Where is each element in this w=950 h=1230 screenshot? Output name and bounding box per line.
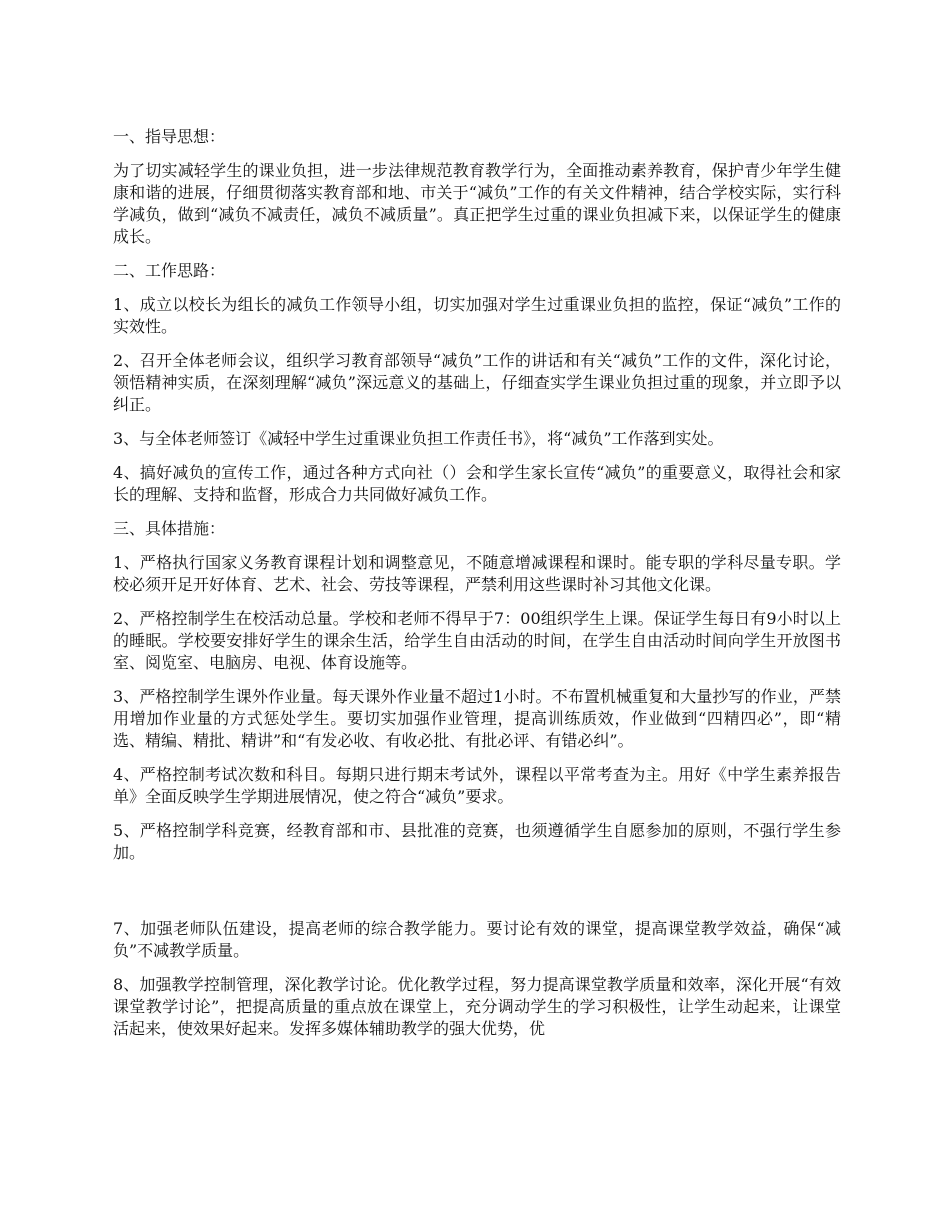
measure-item-2: 2、严格控制学生在校活动总量。学校和老师不得早于7：00组织学生上课。保证学生每日有9小时以上的睡眠。学校要安排好学生的课余生活，给学生自由活动的时间，在学生自由活动时间向学生开放图书室、阅览室、电脑房、电视、体育设施等。 bbox=[113, 609, 841, 672]
section-heading-guiding-ideology: 一、指导思想： bbox=[113, 127, 226, 146]
work-approach-item-4: 4、搞好减负的宣传工作，通过各种方式向社（）会和学生家长宣传“减负”的重要意义，取得社会和家长的理解、支持和监督，形成合力共同做好减负工作。 bbox=[113, 463, 841, 504]
work-approach-item-1: 1、成立以校长为组长的减负工作领导小组，切实加强对学生过重课业负担的监控，保证“减负”工作的实效性。 bbox=[113, 295, 841, 336]
blank-gap bbox=[113, 876, 841, 918]
section-heading-specific-measures: 三、具体措施： bbox=[113, 519, 226, 538]
section-heading-work-approach: 二、工作思路： bbox=[113, 261, 226, 280]
measure-item-7: 7、加强老师队伍建设，提高老师的综合教学能力。要讨论有效的课堂，提高课堂教学效益，确保“减负”不减教学质量。 bbox=[113, 919, 841, 960]
work-approach-item-2: 2、召开全体老师会议，组织学习教育部领导“减负”工作的讲话和有关“减负”工作的文件，深化讨论，领悟精神实质，在深刻理解“减负”深远意义的基础上，仔细查实学生课业负担过重的现象，并立即予以纠正。 bbox=[113, 351, 841, 414]
measure-item-4: 4、严格控制考试次数和科目。每期只进行期末考试外，课程以平常考查为主。用好《中学生素养报告单》全面反映学生学期进展情况，使之符合“减负”要求。 bbox=[113, 765, 841, 806]
work-approach-item-3: 3、与全体老师签订《减轻中学生过重课业负担工作责任书》，将“减负”工作落到实处。 bbox=[113, 429, 724, 448]
measure-item-8: 8、加强教学控制管理，深化教学讨论。优化教学过程，努力提高课堂教学质量和效率，深化开展“有效课堂教学讨论”，把提高质量的重点放在课堂上，充分调动学生的学习积极性，让学生动起来，让课堂活起来，使效果好起来。发挥多媒体辅助教学的强大优势，优 bbox=[113, 975, 841, 1038]
paragraph-guiding-ideology: 为了切实减轻学生的课业负担，进一步法律规范教育教学行为，全面推动素养教育，保护青少年学生健康和谐的进展，仔细贯彻落实教育部和地、市关于“减负”工作的有关文件精神，结合学校实际，实行科学减负，做到“减负不减责任，减负不减质量”。真正把学生过重的课业负担减下来，以保证学生的健康成长。 bbox=[113, 161, 841, 246]
measure-item-5: 5、严格控制学科竞赛，经教育部和市、县批准的竞赛，也须遵循学生自愿参加的原则，不强行学生参加。 bbox=[113, 821, 841, 862]
document-body bbox=[113, 126, 841, 1052]
measure-item-1: 1、严格执行国家义务教育课程计划和调整意见，不随意增减课程和课时。能专职的学科尽量专职。学校必须开足开好体育、艺术、社会、劳技等课程，严禁利用这些课时补习其他文化课。 bbox=[113, 553, 841, 594]
measure-item-3: 3、严格控制学生课外作业量。每天课外作业量不超过1小时。不布置机械重复和大量抄写的作业，严禁用增加作业量的方式惩处学生。要切实加强作业管理，提高训练质效，作业做到“四精四必”，即“精选、精编、精批、精讲”和“有发必收、有收必批、有批必评、有错必纠”。 bbox=[113, 687, 841, 750]
